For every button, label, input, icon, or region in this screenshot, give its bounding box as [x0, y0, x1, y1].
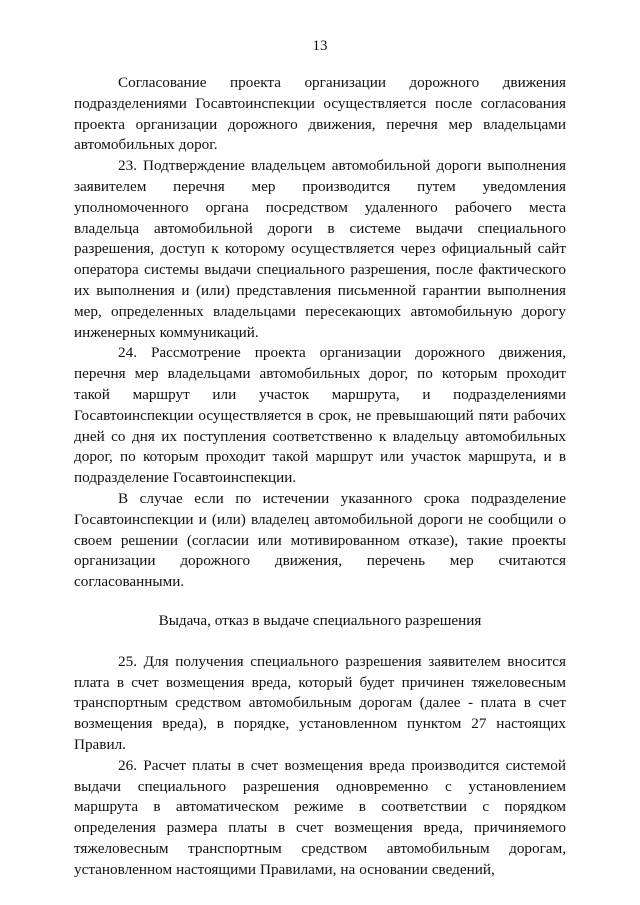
paragraph-approval-project: Согласование проекта организации дорожного движения подразделениями Госавтоинспекции осуществляется после согласования проекта организации дорожного движения, перечня мер владельцами автомобильных дорог. — [74, 74, 566, 154]
paragraph-23: 23. Подтверждение владельцем автомобильной дороги выполнения заявителем перечня мер производится путем уведомления уполномоченного органа посредством удаленного рабочего места владельца автомобильной дороги в системе выдачи специального разрешения, доступ к которому осуществляется через официальный сайт оператора системы выдачи специального разрешения, после фактического их выполнения и (или) представления письменной гарантии выполнения мер, определенных владельцами пересекающих автомобильную дорогу инженерных коммуникаций. — [74, 157, 566, 341]
paragraph-26: 26. Расчет платы в счет возмещения вреда производится системой выдачи специального разрешения одновременно с установлением маршрута в автоматическом режиме в соответствии с порядком определения размера платы в счет возмещения вреда, причиняемого тяжеловесным транспортным средством автомобильным дорогам, установленном настоящими Правилами, на основании сведений, — [74, 756, 566, 878]
paragraph-deemed-approved: В случае если по истечении указанного срока подразделение Госавтоинспекции и (или) владелец автомобильной дороги не сообщили о своем решении (согласии или мотивированном отказе), такие проекты организации дорожного движения, перечень мер считаются согласованными. — [74, 489, 566, 591]
paragraph-25: 25. Для получения специального разрешения заявителем вносится плата в счет возмещения вреда, который будет причинен тяжеловесным транспортным средством автомобильным дорогам (далее - плата в счет возмещения вреда), в порядке, установленном пунктом 27 настоящих Правил. — [74, 652, 566, 753]
section-heading: Выдача, отказ в выдаче специального разрешения — [158, 611, 482, 629]
paragraph-24: 24. Рассмотрение проекта организации дорожного движения, перечня мер владельцами автомобильных дорог, по которым проходит такой маршрут или участок маршрута, и подразделениями Госавтоинспекции осуществляется в срок, не превышающий пяти рабочих дней со дня их поступления соответственно к владельцу автомобильных дорог, по которым проходит такой маршрут или участок маршрута, и в подразделение Госавтоинспекции. — [74, 344, 566, 487]
page-number: 13 — [312, 38, 328, 54]
